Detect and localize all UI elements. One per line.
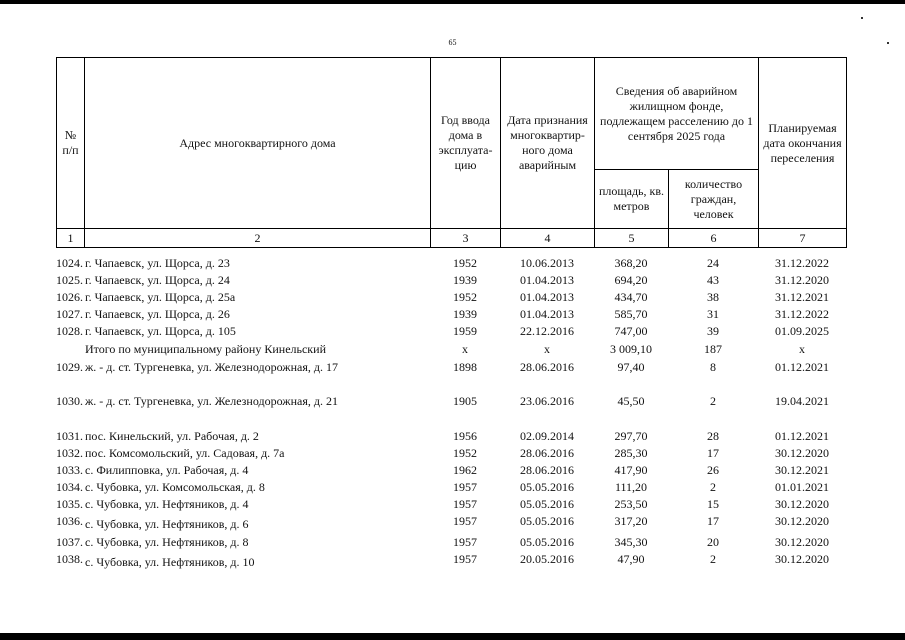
row-area: 3 009,10	[610, 342, 652, 356]
row-date: 28.06.2016	[520, 446, 574, 460]
row-people: 28	[707, 429, 719, 443]
row-number: 1036.	[56, 514, 83, 528]
row-area: 747,00	[614, 324, 648, 338]
row-address: г. Чапаевск, ул. Щорса, д. 105	[85, 324, 236, 338]
row-year: 1952	[453, 446, 477, 460]
row-number: 1032.	[56, 446, 83, 460]
header-people: количество граждан, человек	[669, 170, 759, 229]
row-area: 97,40	[617, 360, 645, 374]
row-people: 187	[704, 342, 722, 356]
row-area: 297,70	[614, 429, 648, 443]
row-address: Итого по муниципальному району Кинельский	[85, 342, 326, 356]
column-number: 3	[431, 229, 501, 248]
row-plan-date: 01.12.2021	[775, 360, 829, 374]
row-area: 253,50	[614, 497, 648, 511]
row-address: с. Чубовка, ул. Нефтяников, д. 8	[85, 535, 249, 549]
row-number: 1025.	[56, 273, 83, 287]
row-number: 1033.	[56, 463, 83, 477]
row-number: 1029.	[56, 360, 83, 374]
row-year: 1957	[453, 514, 477, 528]
row-date: 05.05.2016	[520, 497, 574, 511]
row-year: 1957	[453, 535, 477, 549]
header-year: Год ввода дома в эксплуата-цию	[431, 58, 501, 229]
column-number: 7	[759, 229, 847, 248]
header-area: площадь, кв. метров	[595, 170, 669, 229]
column-number: 1	[57, 229, 85, 248]
row-date: 01.04.2013	[520, 273, 574, 287]
row-area: 47,90	[617, 552, 645, 566]
row-area: 434,70	[614, 290, 648, 304]
row-plan-date: 30.12.2020	[775, 446, 829, 460]
row-people: 15	[707, 497, 719, 511]
row-people: 2	[710, 394, 716, 408]
row-area: 111,20	[614, 480, 648, 494]
row-plan-date: 31.12.2022	[775, 256, 829, 270]
row-people: 17	[707, 446, 719, 460]
scan-speck	[861, 17, 863, 19]
column-number: 4	[501, 229, 595, 248]
column-number: 2	[85, 229, 431, 248]
bottom-border	[0, 633, 905, 640]
row-year: 1952	[453, 290, 477, 304]
page-number: 65	[448, 38, 457, 47]
row-number: 1035.	[56, 497, 83, 511]
row-number: 1028.	[56, 324, 83, 338]
row-people: 17	[707, 514, 719, 528]
row-plan-date: 30.12.2020	[775, 497, 829, 511]
row-year: 1939	[453, 307, 477, 321]
row-year: 1956	[453, 429, 477, 443]
row-area: 368,20	[614, 256, 648, 270]
row-address: ж. - д. ст. Тургеневка, ул. Железнодорожная, д. 21	[85, 394, 338, 408]
column-number: 5	[595, 229, 669, 248]
row-date: 05.05.2016	[520, 480, 574, 494]
row-plan-date: 30.12.2021	[775, 463, 829, 477]
row-people: 8	[710, 360, 716, 374]
row-area: 317,20	[614, 514, 648, 528]
row-address: г. Чапаевск, ул. Щорса, д. 23	[85, 256, 230, 270]
row-year: 1962	[453, 463, 477, 477]
header-num: № п/п	[57, 58, 85, 229]
row-address: с. Чубовка, ул. Нефтяников, д. 10	[85, 555, 255, 569]
row-year: 1898	[453, 360, 477, 374]
row-date: 23.06.2016	[520, 394, 574, 408]
row-number: 1030.	[56, 394, 83, 408]
row-address: ж. - д. ст. Тургеневка, ул. Железнодорожная, д. 17	[85, 360, 338, 374]
row-date: 20.05.2016	[520, 552, 574, 566]
row-area: 417,90	[614, 463, 648, 477]
row-address: с. Чубовка, ул. Нефтяников, д. 4	[85, 497, 249, 511]
row-area: 345,30	[614, 535, 648, 549]
row-people: 39	[707, 324, 719, 338]
row-year: 1959	[453, 324, 477, 338]
row-plan-date: 01.01.2021	[775, 480, 829, 494]
row-address: пос. Комсомольский, ул. Садовая, д. 7а	[85, 446, 285, 460]
table-header	[56, 57, 847, 248]
row-date: 28.06.2016	[520, 360, 574, 374]
row-date: х	[544, 342, 550, 356]
row-number: 1027.	[56, 307, 83, 321]
row-address: с. Чубовка, ул. Нефтяников, д. 6	[85, 517, 249, 531]
row-number: 1024.	[56, 256, 83, 270]
row-area: 45,50	[617, 394, 645, 408]
row-date: 05.05.2016	[520, 514, 574, 528]
row-year: 1952	[453, 256, 477, 270]
row-people: 20	[707, 535, 719, 549]
row-area: 585,70	[614, 307, 648, 321]
row-year: х	[462, 342, 468, 356]
row-date: 01.04.2013	[520, 307, 574, 321]
row-plan-date: 30.12.2020	[775, 514, 829, 528]
row-date: 10.06.2013	[520, 256, 574, 270]
column-number: 6	[669, 229, 759, 248]
row-date: 05.05.2016	[520, 535, 574, 549]
row-address: г. Чапаевск, ул. Щорса, д. 26	[85, 307, 230, 321]
header-date: Дата признания многоквартир-ного дома аварийным	[501, 58, 595, 229]
row-area: 285,30	[614, 446, 648, 460]
row-people: 31	[707, 307, 719, 321]
row-plan-date: 31.12.2021	[775, 290, 829, 304]
row-people: 26	[707, 463, 719, 477]
row-plan-date: 31.12.2022	[775, 307, 829, 321]
row-number: 1037.	[56, 535, 83, 549]
row-people: 2	[710, 480, 716, 494]
header-plan: Планируемая дата окончания переселения	[759, 58, 847, 229]
row-date: 28.06.2016	[520, 463, 574, 477]
row-number: 1038.	[56, 552, 83, 566]
row-plan-date: 01.09.2025	[775, 324, 829, 338]
row-area: 694,20	[614, 273, 648, 287]
row-number: 1034.	[56, 480, 83, 494]
row-year: 1939	[453, 273, 477, 287]
row-address: с. Чубовка, ул. Комсомольская, д. 8	[85, 480, 265, 494]
row-date: 02.09.2014	[520, 429, 574, 443]
row-people: 2	[710, 552, 716, 566]
row-address: с. Филипповка, ул. Рабочая, д. 4	[85, 463, 249, 477]
row-year: 1957	[453, 480, 477, 494]
row-people: 43	[707, 273, 719, 287]
row-address: г. Чапаевск, ул. Щорса, д. 24	[85, 273, 230, 287]
row-address: пос. Кинельский, ул. Рабочая, д. 2	[85, 429, 259, 443]
row-plan-date: 01.12.2021	[775, 429, 829, 443]
row-people: 24	[707, 256, 719, 270]
header-address: Адрес многоквартирного дома	[85, 58, 431, 229]
row-plan-date: 19.04.2021	[775, 394, 829, 408]
row-date: 01.04.2013	[520, 290, 574, 304]
row-date: 22.12.2016	[520, 324, 574, 338]
row-plan-date: 30.12.2020	[775, 552, 829, 566]
row-people: 38	[707, 290, 719, 304]
row-plan-date: 30.12.2020	[775, 535, 829, 549]
row-number: 1031.	[56, 429, 83, 443]
row-year: 1957	[453, 497, 477, 511]
row-year: 1905	[453, 394, 477, 408]
row-plan-date: 31.12.2020	[775, 273, 829, 287]
row-number: 1026.	[56, 290, 83, 304]
row-plan-date: х	[799, 342, 805, 356]
row-address: г. Чапаевск, ул. Щорса, д. 25а	[85, 290, 236, 304]
top-border	[0, 0, 905, 4]
header-info: Сведения об аварийном жилищном фонде, подлежащем расселению до 1 сентября 2025 года	[595, 58, 759, 170]
row-year: 1957	[453, 552, 477, 566]
